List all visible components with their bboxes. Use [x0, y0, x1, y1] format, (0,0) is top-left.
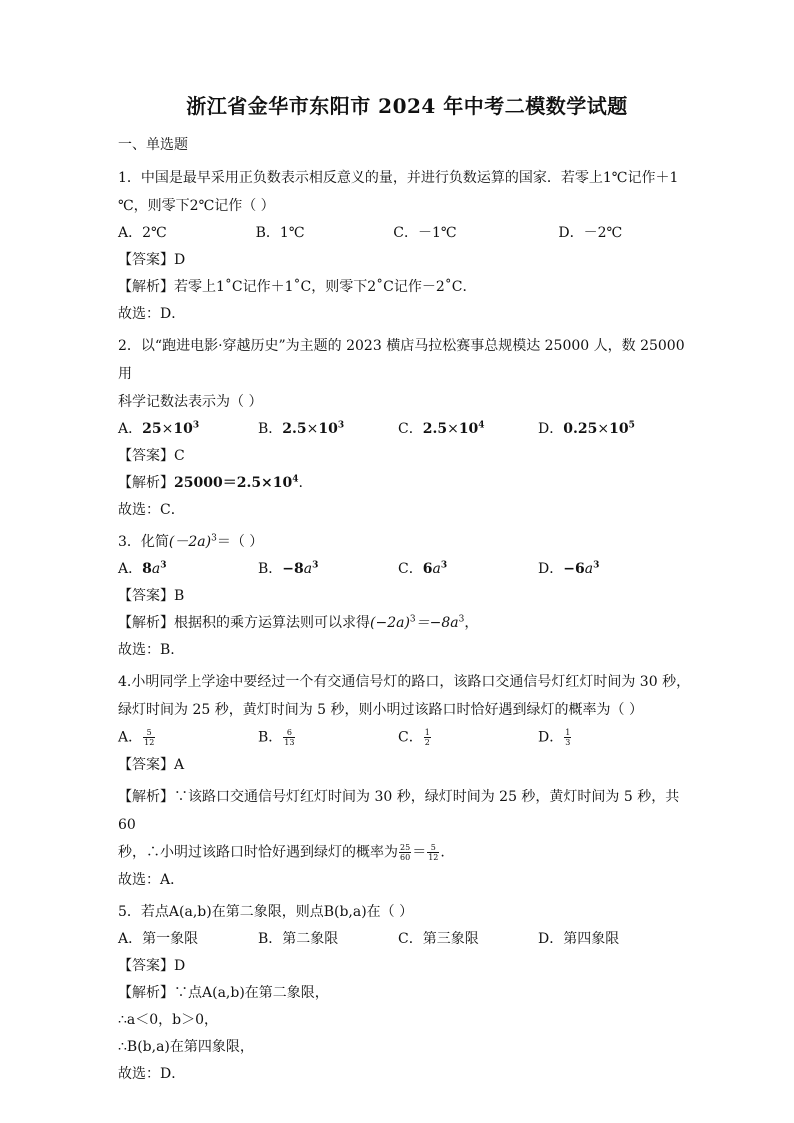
option-row: [118, 930, 696, 948]
option-row: [118, 224, 696, 242]
option-b: [258, 420, 398, 438]
option-variable: a: [303, 561, 313, 577]
option-a: [118, 728, 258, 747]
option-variable: a: [151, 561, 161, 577]
times-sign: ×: [161, 421, 174, 437]
equals-sign: ＝: [412, 844, 427, 861]
choice: 故选：B.: [118, 642, 175, 658]
analysis-exponent: 4: [292, 474, 299, 485]
fraction: [424, 728, 431, 747]
fraction-denominator: 3: [565, 738, 571, 747]
option-c: [398, 420, 538, 438]
option-b: [258, 728, 398, 747]
fraction: [427, 843, 439, 862]
analysis: [118, 474, 696, 492]
question-text: 科学记数法表示为（ ）: [118, 394, 263, 410]
fraction-numerator: 5: [143, 728, 155, 738]
analysis-math: ＝−8a: [415, 615, 459, 631]
fraction-denominator: 12: [144, 738, 155, 747]
fraction-numerator: 1: [424, 728, 430, 737]
analysis: ∴a＜0，b＞0，: [118, 1012, 219, 1028]
option-row: [118, 420, 696, 438]
fraction-denominator: 2: [424, 738, 430, 747]
question-text: ℃，则零下2℃记作（ ）: [118, 198, 275, 214]
option-d: [538, 560, 678, 578]
fraction-numerator: 6: [283, 728, 295, 738]
question-text: [118, 528, 696, 556]
option-a: A．2℃: [118, 225, 167, 241]
question-text: 5．若点A(a,b)在第二象限，则点B(b,a)在（ ）: [118, 904, 414, 920]
answer: 【答案】D: [118, 252, 186, 268]
option-label: B．: [258, 561, 283, 577]
choice: 故选：D．: [118, 306, 186, 322]
option-base: 10: [609, 421, 629, 437]
analysis-math: 25000＝2.5×10: [174, 475, 293, 491]
option-label: D．: [538, 729, 564, 746]
option-coefficient: −8: [282, 561, 304, 577]
option-c: C．第三象限: [398, 931, 479, 947]
option-label: A．: [118, 561, 143, 577]
option-variable: a: [584, 561, 594, 577]
option-label: B．: [258, 729, 283, 746]
analysis-exponent: 3: [409, 614, 416, 625]
fraction-denominator: 12: [428, 853, 439, 862]
option-label: C．: [398, 729, 423, 746]
option-exponent: 3: [160, 560, 167, 571]
page-title: 浙江省金华市东阳市 2024 年中考二模数学试题: [186, 94, 628, 118]
choice: 故选：A．: [118, 872, 185, 888]
analysis: [118, 614, 696, 632]
option-d: [538, 420, 678, 438]
option-exponent: 3: [593, 560, 600, 571]
option-base: 10: [173, 421, 193, 437]
option-label: C．: [398, 421, 423, 437]
question-exponent: 3: [211, 533, 217, 544]
option-row: [118, 560, 696, 578]
option-b: [258, 560, 398, 578]
question-5: [118, 898, 696, 1083]
answer: 【答案】B: [118, 588, 185, 604]
analysis-end: .: [298, 475, 303, 491]
option-exponent: 3: [312, 560, 319, 571]
option-c: [398, 560, 538, 578]
question-math: (－2a): [168, 534, 212, 550]
analysis: 【解析】∵该路口交通信号灯红灯时间为 30 秒，绿灯时间为 25 秒，黄灯时间为 5 秒，共 60: [118, 789, 680, 833]
fraction: [283, 728, 295, 747]
option-variable: a: [432, 561, 441, 577]
question-4: [118, 668, 696, 889]
question-text: 1．中国是最早采用正负数表示相反意义的量，并进行负数运算的国家．若零上1℃记作＋1: [118, 170, 679, 186]
option-mantissa: 25: [142, 421, 162, 437]
option-mantissa: 2.5: [282, 421, 307, 437]
times-sign: ×: [597, 421, 610, 437]
analysis-end: .: [440, 844, 445, 861]
times-sign: ×: [447, 421, 459, 437]
option-b: B．1℃: [255, 225, 305, 241]
option-c: [398, 728, 538, 747]
question-3: [118, 528, 696, 659]
analysis-prefix: 秒，∴小明过该路口时恰好遇到绿灯的概率为: [118, 844, 398, 861]
analysis-math: (−2a): [370, 615, 410, 631]
question-suffix: ＝（ ）: [216, 534, 264, 550]
question-2: [118, 332, 696, 519]
analysis-prefix: 【解析】根据积的乘方运算法则可以求得: [118, 615, 370, 631]
times-sign: ×: [306, 421, 319, 437]
fraction-denominator: 13: [284, 738, 295, 747]
option-a: [118, 420, 258, 438]
option-label: B．: [258, 421, 283, 437]
option-d: [538, 728, 678, 747]
choice: 故选：C．: [118, 502, 185, 518]
analysis-end: ，: [464, 615, 479, 631]
option-base: 10: [318, 421, 338, 437]
option-coefficient: −6: [563, 561, 585, 577]
option-mantissa: 2.5: [422, 421, 448, 437]
answer: 【答案】C: [118, 448, 185, 464]
fraction-numerator: 25: [400, 843, 411, 852]
analysis-exponent: 3: [458, 614, 465, 625]
section-heading: 一、单选题: [118, 137, 188, 153]
option-d: D．第四象限: [538, 931, 620, 947]
analysis: 【解析】若零上1˚C记作＋1˚C，则零下2˚C记作－2˚C．: [118, 279, 477, 295]
option-c: C．－1℃: [393, 225, 457, 241]
analysis: ∴B(b,a)在第四象限，: [118, 1039, 254, 1055]
option-b: B．第二象限: [258, 931, 339, 947]
option-base: 10: [458, 421, 479, 437]
question-prefix: 3．化简: [118, 534, 169, 550]
fraction-numerator: 5: [427, 843, 439, 853]
question-text: 绿灯时间为 25 秒，黄灯时间为 5 秒，则小明过该路口时恰好遇到绿灯的概率为（ ）: [118, 702, 643, 718]
question-text: 4.小明同学上学途中要经过一个有交通信号灯的路口，该路口交通信号灯红灯时间为 30 秒，: [118, 674, 691, 690]
option-label: A．: [118, 729, 143, 746]
option-label: A．: [118, 421, 143, 437]
fraction: [399, 843, 411, 862]
choice: 故选：D．: [118, 1066, 186, 1082]
option-row: [118, 728, 696, 747]
answer: 【答案】A: [118, 757, 185, 773]
fraction-denominator: 60: [400, 853, 411, 862]
option-exponent: 3: [192, 420, 200, 431]
option-coefficient: 8: [142, 561, 152, 577]
option-coefficient: 6: [422, 561, 433, 577]
option-a: A．第一象限: [118, 931, 199, 947]
option-exponent: 3: [337, 420, 345, 431]
fraction: [564, 728, 571, 747]
analysis: 【解析】∵点A(a,b)在第二象限，: [118, 985, 329, 1001]
option-label: C．: [398, 561, 423, 577]
option-exponent: 4: [478, 420, 485, 431]
option-a: [118, 560, 258, 578]
option-d: D．－2℃: [558, 225, 623, 241]
analysis-prefix: 【解析】: [118, 475, 174, 491]
option-exponent: 5: [628, 420, 635, 431]
fraction-numerator: 1: [565, 728, 571, 737]
answer: 【答案】D: [118, 958, 186, 974]
question-text: 2．以“跑进电影·穿越历史”为主题的 2023 横店马拉松赛事总规模达 25000 人，数 25000 用: [118, 338, 685, 382]
fraction: [143, 728, 155, 747]
option-exponent: 3: [440, 560, 448, 571]
analysis: [118, 843, 696, 862]
option-mantissa: 0.25: [563, 421, 598, 437]
question-1: [118, 164, 696, 323]
option-label: D．: [538, 561, 564, 577]
option-label: D．: [538, 421, 564, 437]
